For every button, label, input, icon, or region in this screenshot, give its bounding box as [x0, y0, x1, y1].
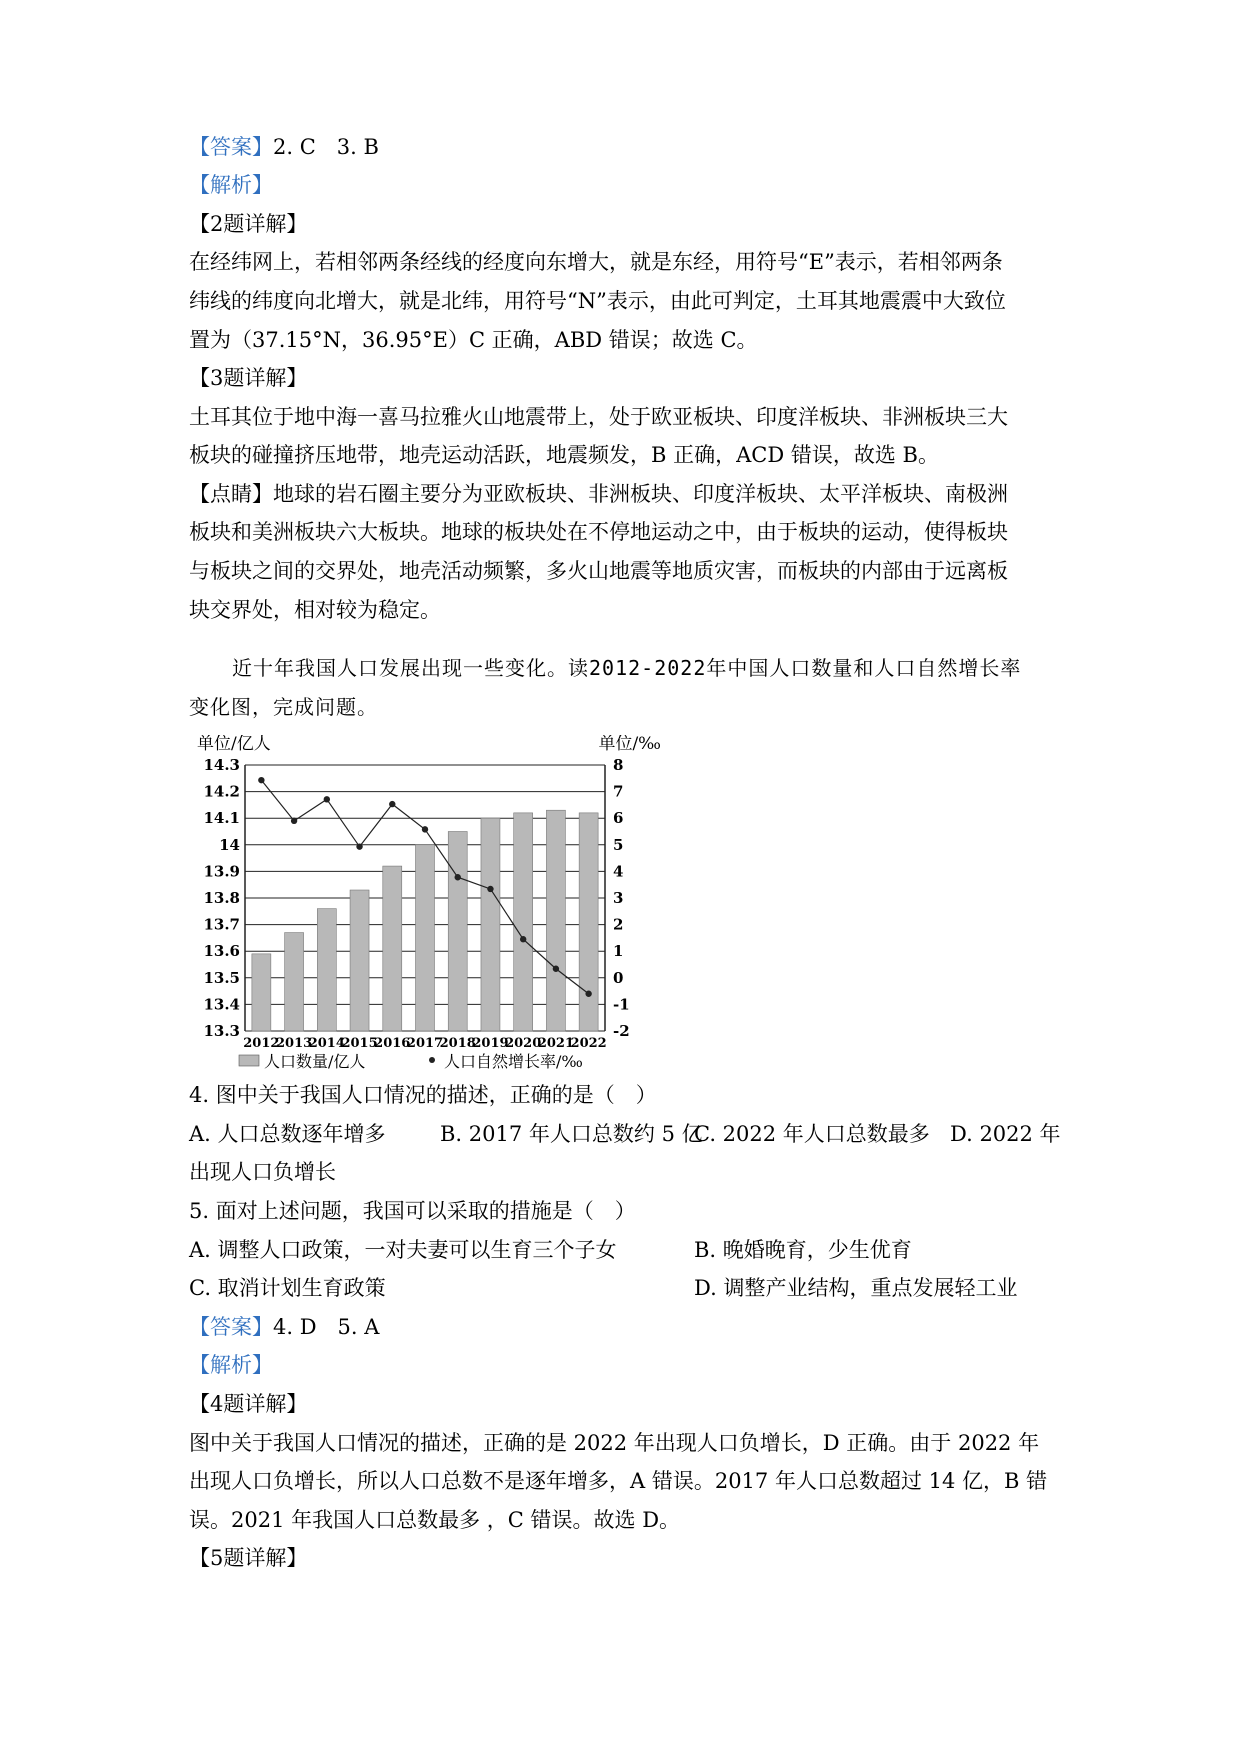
- x-tick-label: 2021: [537, 1036, 575, 1051]
- tip-text-line: 板块和美洲板块六大板块。地球的板块处在不停地运动之中，由于板块的运动，使得板块: [189, 520, 1008, 544]
- rate-point: [487, 886, 493, 892]
- q4-detail-heading: 【4题详解】: [189, 1392, 308, 1416]
- legend-bar-label: 人口数量/亿人: [264, 1052, 366, 1070]
- answer-text: 2. C 3. B: [273, 135, 379, 159]
- right-tick-label: 3: [613, 889, 624, 907]
- q5-option-d: D. 调整产业结构，重点发展轻工业: [694, 1276, 1018, 1300]
- population-bar: [448, 832, 467, 1032]
- x-tick-label: 2013: [275, 1036, 313, 1051]
- x-tick-label: 2022: [570, 1036, 607, 1051]
- population-bar: [350, 890, 369, 1031]
- left-tick-label: 14.1: [203, 809, 240, 828]
- q5-option-c: C. 取消计划生育政策: [189, 1276, 386, 1300]
- q4-option-a: A. 人口总数逐年增多: [189, 1122, 386, 1146]
- right-tick-label: 2: [613, 915, 624, 934]
- answer-line-1: [189, 132, 379, 162]
- rate-point: [356, 843, 362, 849]
- population-bar: [579, 813, 598, 1031]
- right-tick-label: 8: [613, 756, 624, 774]
- right-tick-label: 5: [613, 835, 624, 854]
- left-tick-label: 13.3: [203, 1022, 240, 1040]
- q4-option-c: C. 2022 年人口总数最多: [694, 1122, 930, 1146]
- q4-option-b: B. 2017 年人口总数约 5 亿: [440, 1122, 703, 1146]
- population-bar: [383, 866, 402, 1031]
- left-tick-label: 14.2: [203, 782, 240, 801]
- rate-point: [291, 818, 297, 824]
- q2-text-line: 置为（37.15°N，36.95°E）C 正确，ABD 错误；故选 C。: [189, 328, 758, 352]
- answer-text: 4. D 5. A: [273, 1315, 380, 1339]
- tip-text-line: 【点睛】地球的岩石圈主要分为亚欧板块、非洲板块、印度洋板块、太平洋板块、南极洲: [189, 482, 1008, 506]
- x-tick-label: 2016: [374, 1036, 411, 1051]
- left-tick-label: 13.5: [203, 968, 240, 987]
- question-intro-line: 近十年我国人口发展出现一些变化。读2012-2022年中国人口数量和人口自然增长率: [232, 656, 1022, 680]
- legend-line-label: 人口自然增长率/‰: [444, 1052, 583, 1070]
- population-bar: [416, 845, 435, 1031]
- right-tick-label: -2: [613, 1022, 630, 1040]
- right-axis-unit: 单位/‰: [598, 735, 661, 754]
- x-tick-label: 2019: [472, 1036, 509, 1051]
- rate-point: [422, 826, 428, 832]
- left-tick-label: 14.3: [203, 756, 240, 774]
- rate-point: [585, 991, 591, 997]
- tip-text-line: 块交界处，相对较为稳定。: [189, 598, 441, 622]
- right-tick-label: 4: [613, 862, 624, 881]
- x-tick-label: 2015: [341, 1036, 378, 1051]
- left-tick-label: 14: [219, 835, 240, 854]
- q2-detail-heading: 【2题详解】: [189, 212, 308, 236]
- right-tick-label: -1: [613, 995, 630, 1014]
- rate-point: [258, 777, 264, 783]
- population-bar: [252, 954, 271, 1031]
- q4-stem: 4. 图中关于我国人口情况的描述，正确的是（ ）: [189, 1083, 657, 1107]
- q5-detail-heading: 【5题详解】: [189, 1546, 308, 1570]
- q2-text-line: 纬线的纬度向北增大，就是北纬，用符号“N”表示，由此可判定，土耳其地震震中大致位: [189, 289, 1006, 313]
- right-tick-label: 7: [613, 782, 624, 801]
- chart-legend: [239, 1052, 583, 1070]
- q2-text-line: 在经纬网上，若相邻两条经线的经度向东增大，就是东经，用符号“E”表示，若相邻两条: [189, 250, 1003, 274]
- rate-point: [553, 966, 559, 972]
- population-chart: [189, 735, 669, 1070]
- question-intro-line: 变化图，完成问题。: [189, 695, 378, 719]
- q5-option-a: A. 调整人口政策，一对夫妻可以生育三个子女: [189, 1238, 617, 1262]
- population-bar: [285, 933, 304, 1031]
- x-tick-label: 2017: [406, 1036, 444, 1051]
- x-tick-label: 2012: [243, 1036, 280, 1051]
- left-tick-label: 13.4: [203, 995, 240, 1014]
- q4-text-line: 图中关于我国人口情况的描述，正确的是 2022 年出现人口负增长，D 正确。由于 2022 年: [189, 1431, 1040, 1455]
- analysis-heading: 【解析】: [189, 173, 273, 197]
- left-axis-unit: 单位/亿人: [197, 735, 271, 754]
- population-bar: [317, 909, 336, 1031]
- answer-line-2: [189, 1312, 379, 1342]
- left-tick-label: 13.9: [203, 862, 240, 881]
- tip-text-line: 与板块之间的交界处，地壳活动频繁，多火山地震等地质灾害，而板块的内部由于远离板: [189, 559, 1008, 583]
- q5-option-b: B. 晚婚晚育，少生优育: [694, 1238, 912, 1262]
- q3-text-line: 板块的碰撞挤压地带，地壳运动活跃，地震频发，B 正确，ACD 错误，故选 B。: [189, 443, 939, 467]
- bar-series: [252, 810, 598, 1031]
- q4-text-line: 误。2021 年我国人口总数最多 ，C 错误。故选 D。: [189, 1508, 681, 1532]
- population-bar: [481, 818, 500, 1031]
- answer-label: 【答案】: [189, 135, 273, 159]
- x-tick-label: 2020: [505, 1036, 542, 1051]
- left-tick-label: 13.7: [203, 915, 240, 934]
- q3-text-line: 土耳其位于地中海一喜马拉雅火山地震带上，处于欧亚板块、印度洋板块、非洲板块三大: [189, 405, 1008, 429]
- right-tick-label: 0: [613, 968, 624, 987]
- q4-text-line: 出现人口负增长，所以人口总数不是逐年增多，A 错误。2017 年人口总数超过 14 亿，B 错: [189, 1469, 1048, 1493]
- left-tick-label: 13.6: [203, 942, 240, 961]
- population-bar: [514, 813, 533, 1031]
- rate-point: [389, 801, 395, 807]
- right-tick-label: 1: [613, 942, 624, 961]
- q5-stem: 5. 面对上述问题，我国可以采取的措施是（ ）: [189, 1199, 636, 1223]
- rate-point: [455, 874, 461, 880]
- q3-detail-heading: 【3题详解】: [189, 366, 308, 390]
- legend-swatch-bar: [239, 1055, 259, 1066]
- rate-point: [520, 936, 526, 942]
- answer-label: 【答案】: [189, 1315, 273, 1339]
- x-tick-label: 2018: [439, 1036, 476, 1051]
- analysis-heading: 【解析】: [189, 1353, 273, 1377]
- population-bar: [546, 810, 565, 1031]
- left-tick-label: 13.8: [203, 889, 240, 907]
- x-tick-label: 2014: [308, 1036, 345, 1051]
- q4-option-d-continued: 出现人口负增长: [189, 1160, 336, 1184]
- legend-swatch-dot: [429, 1057, 435, 1063]
- q4-option-d: D. 2022 年: [950, 1122, 1061, 1146]
- right-tick-label: 6: [613, 809, 624, 828]
- rate-point: [324, 796, 330, 802]
